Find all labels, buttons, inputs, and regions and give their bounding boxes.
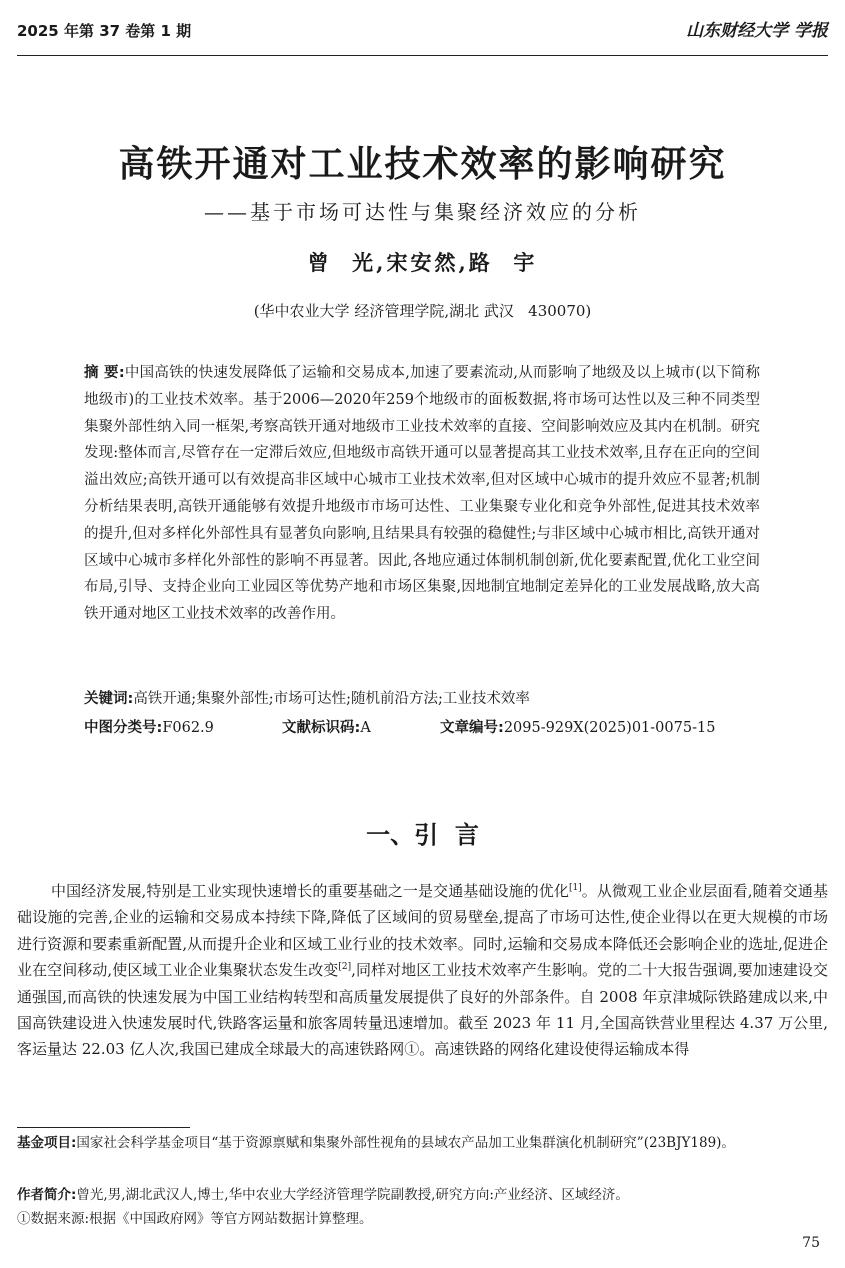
footnote-rule [17,1127,190,1128]
author-note [17,1184,828,1206]
author-note-label: 作者简介: [17,1187,77,1203]
doc-label: 文献标识码: [282,720,361,736]
clc-number [84,716,214,737]
abstract-label: 摘 要: [84,365,125,381]
data-source-note: ①数据来源:根据《中国政府网》等官方网站数据计算整理。 [17,1211,373,1227]
keywords [84,687,530,708]
paper-title: 高铁开通对工业技术效率的影响研究 [118,144,727,185]
section-heading: 一、引 言 [366,821,479,849]
body-text-b: 。从微观工业企业层面看,随着交通基础设施的完善,企业的运输和交易成本持续下降,降低了区域间的贸易壁垒,提高了市场可达性,使企业得以在更大规模的市场进行资源和要素重新配置,从而提升企业和区域工业行业的技术效率。同时,运输和交易成本降低还会影响企业的选址,促进企业在空间移动,使区域工业企业集聚状态发生改变 [17,882,828,980]
abstract [84,360,760,628]
page-number: 75 [802,1235,820,1251]
funding-label: 基金项目: [17,1135,77,1151]
doc-value: A [360,720,371,736]
funding-text: 国家社会科学基金项目“基于资源禀赋和集聚外部性视角的县域农产品加工业集群演化机制研究”(23BJY189)。 [76,1135,735,1151]
affiliation: (华中农业大学 经济管理学院,湖北 武汉 430070) [253,302,592,320]
issue-info: 2025 年第 37 卷第 1 期 [17,22,192,40]
body-text-c: ,同样对地区工业技术效率产生影响。党的二十大报告强调,要加速建设交通强国,而高铁的快速发展为中国工业结构转型和高质量发展提供了良好的外部条件。自 2008 年京津城际铁路建成以来,中国高铁建设进入快速发展时代,铁路客运量和旅客周转量迅速增加。截至 2023 年 11 月,全国高铁营业里程达 4.37 万公里,客运量达 22.03 亿人次,我国已建成全球最大的高速铁路网①。高速铁路的网络化建设使得运输成本得 [17,961,828,1059]
citation-1: [1] [568,883,582,893]
body-text-a: 中国经济发展,特别是工业实现快速增长的重要基础之一是交通基础设施的优化 [51,882,569,900]
article-label: 文章编号: [440,720,504,736]
funding-note [17,1132,828,1154]
article-number [440,716,715,737]
doc-code [282,716,371,737]
abstract-text: 中国高铁的快速发展降低了运输和交易成本,加速了要素流动,从而影响了地级及以上城市(以下简称地级市)的工业技术效率。基于2006—2020年259个地级市的面板数据,将市场可达性以及三种不同类型集聚外部性纳入同一框架,考察高铁开通对地级市工业技术效率的直接、空间影响效应及其内在机制。研究发现:整体而言,尽管存在一定滞后效应,但地级市高铁开通可以显著提高其工业技术效率,且存在正向的空间溢出效应;高铁开通可以有效提高非区域中心城市工业技术效率,但对区域中心城市的提升效应不显著;机制分析结果表明,高铁开通能够有效提升地级市市场可达性、工业集聚专业化和竞争外部性,促进其技术效率的提升,但对多样化外部性具有显著负向影响,且结果具有较强的稳健性;与非区域中心城市相比,高铁开通对区域中心城市多样化外部性的影响不再显著。因此,各地应通过体制机制创新,优化要素配置,优化工业空间布局,引导、支持企业向工业园区等优势产地和市场区集聚,因地制宜地制定差异化的工业发展战略,放大高铁开通对地区工业技术效率的改善作用。 [84,365,760,623]
author-list: 曾 光,宋安然,路 宇 [307,250,538,275]
article-value: 2095-929X(2025)01-0075-15 [503,720,716,736]
clc-label: 中图分类号: [84,720,163,736]
clc-value: F062.9 [162,720,214,736]
header-rule [17,55,828,56]
author-note-text: 曾光,男,湖北武汉人,博士,华中农业大学经济管理学院副教授,研究方向:产业经济、区域经济。 [76,1187,629,1203]
keywords-text: 高铁开通;集聚外部性;市场可达性;随机前沿方法;工业技术效率 [133,691,530,707]
citation-2: [2] [338,962,352,973]
journal-name: 山东财经大学 学报 [686,21,828,41]
keywords-label: 关键词: [84,691,134,707]
paper-subtitle: ——基于市场可达性与集聚经济效应的分析 [204,200,641,224]
body-paragraph [17,878,828,1063]
